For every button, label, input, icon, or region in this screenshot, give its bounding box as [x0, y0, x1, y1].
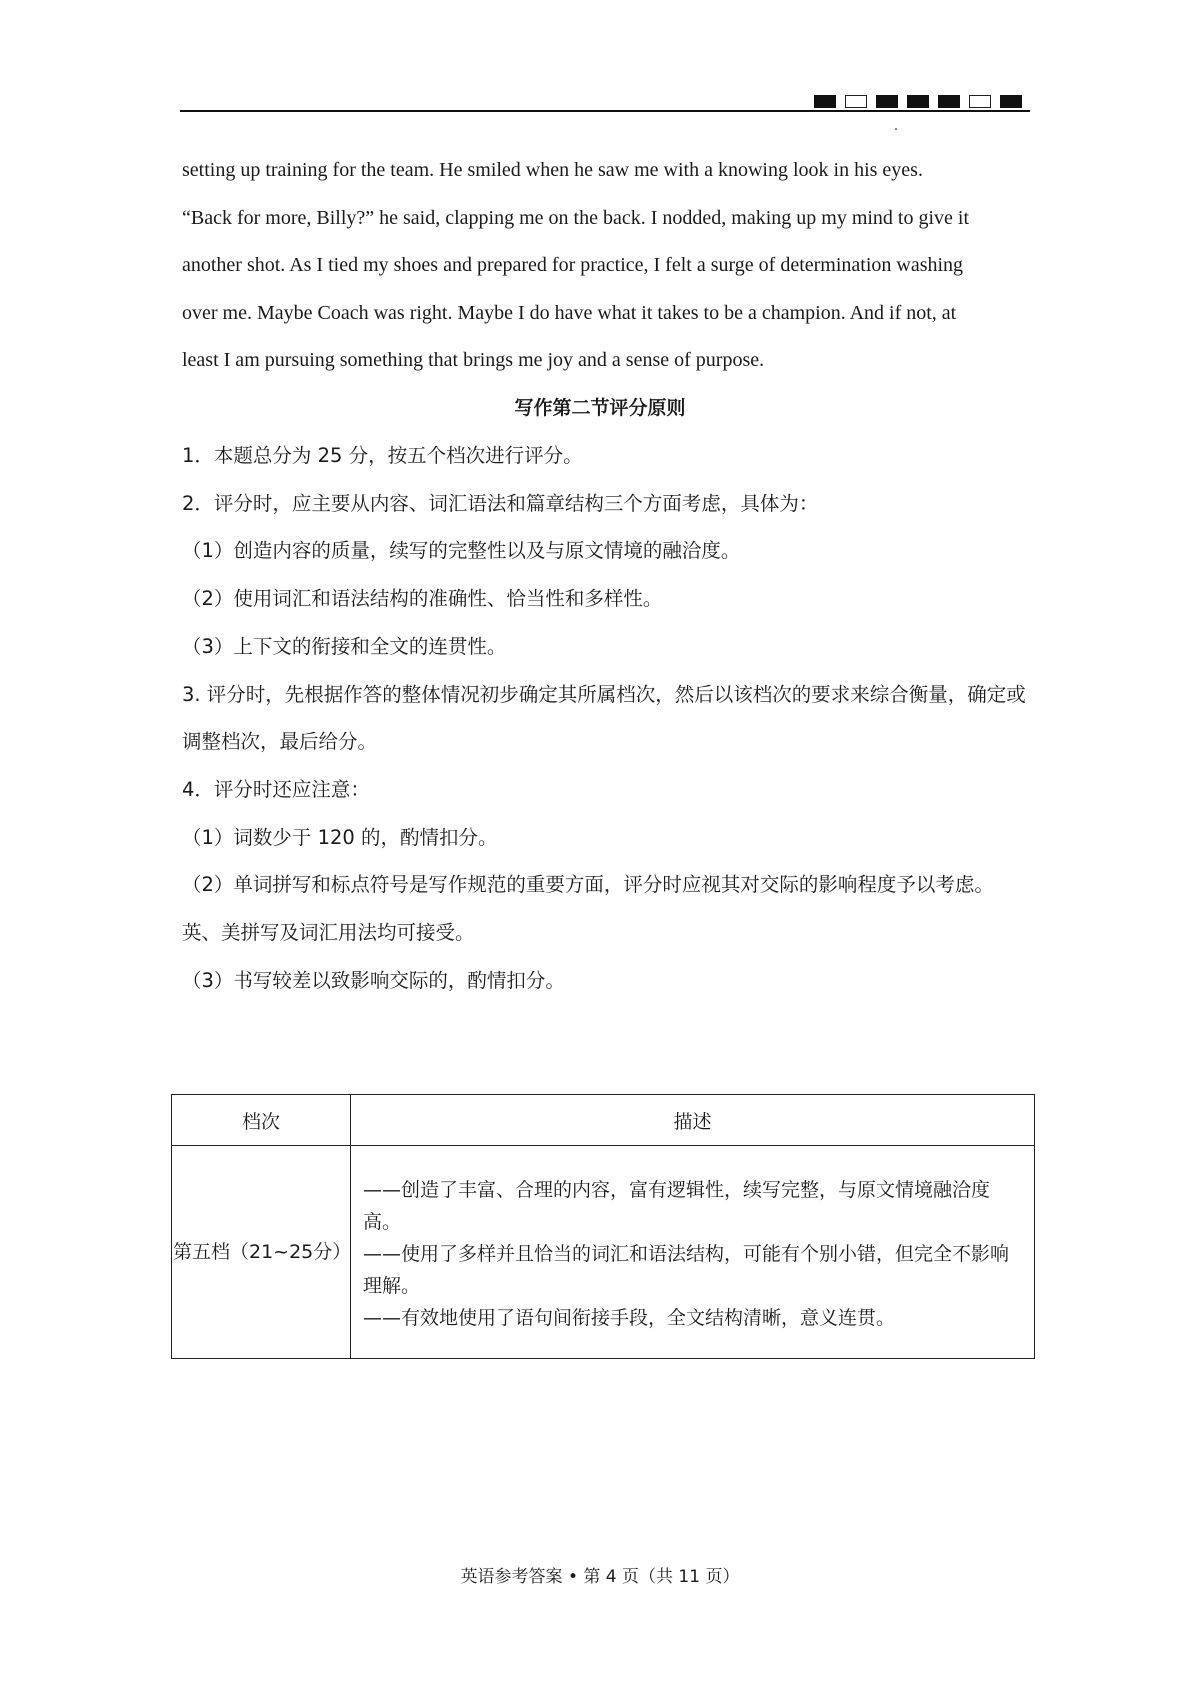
story-line: “Back for more, Billy?” he said, clapping me on the back. I nodded, making up my mind to give it	[182, 206, 970, 229]
description-line: ——创造了丰富、合理的内容，富有逻辑性，续写完整，与原文情境融洽度高。	[363, 1179, 991, 1233]
rule-2-3: （3）上下文的衔接和全文的连贯性。	[182, 634, 507, 658]
story-line: least I am pursuing something that brings me joy and a sense of purpose.	[182, 349, 765, 371]
description-cell	[351, 1146, 1035, 1359]
header-description: 描述	[351, 1095, 1035, 1146]
header-block-marks	[814, 95, 1022, 108]
grading-table	[171, 1094, 1035, 1359]
header-block-mark	[876, 95, 898, 108]
table-header-row	[172, 1095, 1035, 1146]
rule-4: 4．评分时还应注意：	[182, 777, 370, 801]
level-cell	[172, 1146, 351, 1359]
header-block-mark	[938, 95, 960, 108]
level-label: 第五档（21~25分）	[173, 1241, 352, 1263]
header-rule	[180, 110, 1030, 112]
header-block-mark	[907, 95, 929, 108]
header-block-mark	[969, 95, 991, 108]
header-level: 档次	[172, 1095, 351, 1146]
story-line: another shot. As I tied my shoes and prepared for practice, I felt a surge of determination washing	[182, 254, 964, 276]
rule-2: 2．评分时，应主要从内容、词汇语法和篇章结构三个方面考虑，具体为：	[182, 491, 819, 515]
header-block-mark	[814, 95, 836, 108]
description-line: ——使用了多样并且恰当的词汇和语法结构，可能有个别小错，但完全不影响理解。	[363, 1243, 1010, 1297]
header-block-mark	[845, 95, 867, 108]
section-title: 写作第二节评分原则	[514, 397, 686, 419]
story-line: over me. Maybe Coach was right. Maybe I do have what it takes to be a champion. And if not, at	[182, 301, 957, 324]
rule-2-2: （2）使用词汇和语法结构的准确性、恰当性和多样性。	[182, 587, 663, 611]
rule-4-2b: 英、美拼写及词汇用法均可接受。	[182, 921, 475, 945]
header-block-mark	[1000, 95, 1022, 108]
page-footer: 英语参考答案 • 第 4 页（共 11 页）	[460, 1567, 740, 1587]
speck	[895, 128, 897, 130]
table-row	[172, 1146, 1035, 1359]
rule-4-3: （3）书写较差以致影响交际的，酌情扣分。	[182, 968, 565, 992]
rule-4-2: （2）单词拼写和标点符号是写作规范的重要方面，评分时应视其对交际的影响程度予以考虑。	[182, 873, 994, 897]
rule-2-1: （1）创造内容的质量，续写的完整性以及与原文情境的融洽度。	[182, 539, 741, 563]
story-paragraph	[182, 147, 1027, 385]
scoring-rules	[182, 432, 1032, 1004]
rule-4-1: （1）词数少于 120 的，酌情扣分。	[182, 825, 498, 849]
description-line: ——有效地使用了语句间衔接手段，全文结构清晰，意义连贯。	[363, 1307, 896, 1329]
rule-1: 1．本题总分为 25 分，按五个档次进行评分。	[182, 444, 583, 467]
rule-3: 3. 评分时，先根据作答的整体情况初步确定其所属档次，然后以该档次的要求来综合衡量，确定或调整档次，最后给分。	[182, 682, 1026, 754]
story-line: setting up training for the team. He smiled when he saw me with a knowing look in his eyes.	[182, 159, 923, 181]
